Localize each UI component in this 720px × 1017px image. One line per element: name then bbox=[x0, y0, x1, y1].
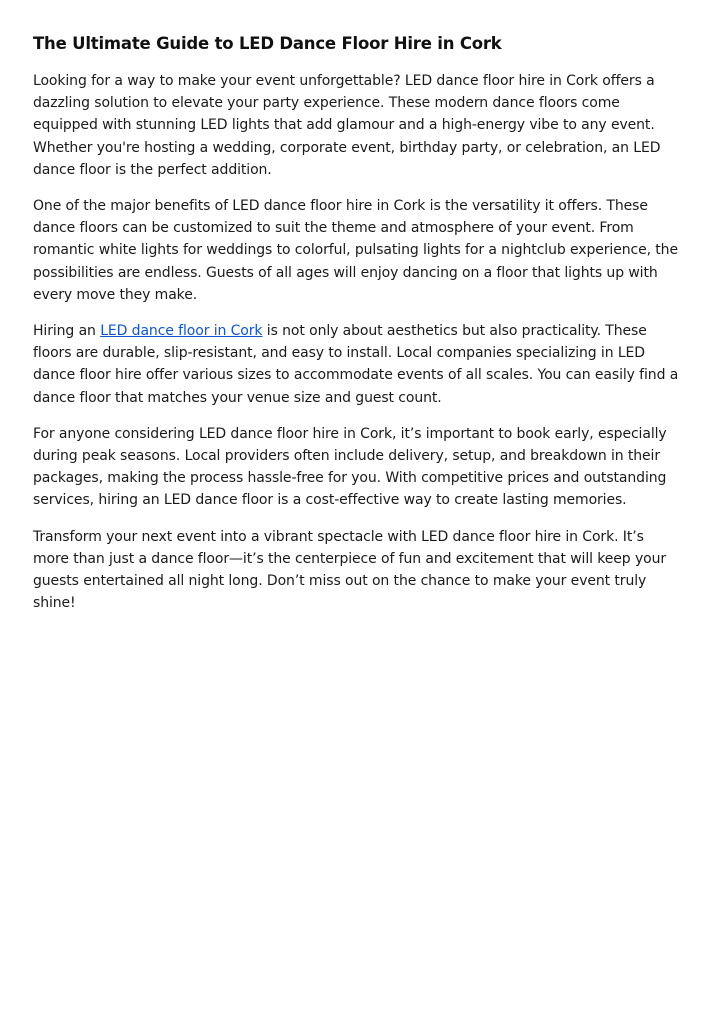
document-page bbox=[33, 32, 683, 628]
page-title: The Ultimate Guide to LED Dance Floor Hire in Cork bbox=[33, 34, 502, 53]
paragraph-conclusion: Transform your next event into a vibrant spectacle with LED dance floor hire in Cork. It’s more than just a dance floor—it’s the centerpiece of fun and excitement that will keep your guests entertained all night long. Don’t miss out on the chance to make your event truly shine! bbox=[33, 528, 667, 612]
paragraph-practicality bbox=[33, 320, 683, 409]
paragraph-intro: Looking for a way to make your event unforgettable? LED dance floor hire in Cork offers a dazzling solution to elevate your party experience. These modern dance floors come equipped with stunning LED lights that add glamour and a high-energy vibe to any event. Whether you're hosting a wedding, corporate event, birthday party, or celebration, an LED dance floor is the perfect addition. bbox=[33, 73, 661, 178]
paragraph-practicality-rest: is not only about aesthetics but also practicality. These floors are durable, slip-resistant, and easy to install. Local companies specializing in LED dance floor hire offer various sizes to accommodate events of all scales. You can easily find a dance floor that matches your venue size and guest count. bbox=[33, 323, 679, 406]
paragraph-practicality-lead: Hiring an bbox=[33, 323, 101, 340]
led-dance-floor-link[interactable]: LED dance floor in Cork bbox=[100, 323, 263, 340]
paragraph-benefits: One of the major benefits of LED dance floor hire in Cork is the versatility it offers. These dance floors can be customized to suit the theme and atmosphere of your event. From romantic white lights for weddings to colorful, pulsating lights for a nightclub experience, the possibilities are endless. Guests of all ages will enjoy dancing on a floor that lights up with every move they make. bbox=[33, 198, 678, 303]
paragraph-booking: For anyone considering LED dance floor hire in Cork, it’s important to book early, especially during peak seasons. Local providers often include delivery, setup, and breakdown in their packages, making the process hassle-free for you. With competitive prices and outstanding services, hiring an LED dance floor is a cost-effective way to create lasting memories. bbox=[33, 425, 667, 509]
